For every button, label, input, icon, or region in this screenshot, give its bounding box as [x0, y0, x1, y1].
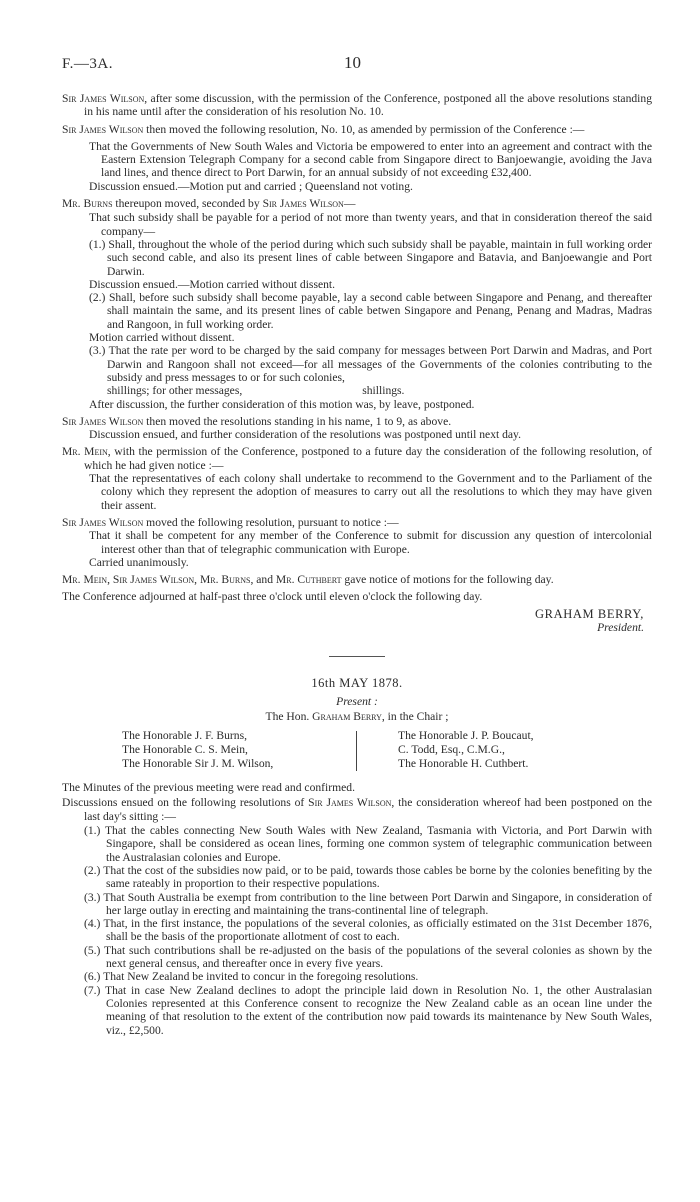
speaker-name: Mr. Mein	[62, 445, 108, 459]
motion-result: Carried unanimously.	[89, 555, 189, 569]
present-heading: Present :	[336, 694, 378, 708]
resolution-item: (4.) That, in the first instance, the populations of the several colonies, as officially estimated on the 31st December 1876, shall be the basis of the proportionate allotment of cost to each.	[84, 917, 652, 944]
page-number: 10	[344, 53, 361, 72]
signature-block	[62, 608, 644, 635]
paragraph-text: , with the permission of the Conference, postponed to a future day the consideration of the following resolution, of which he had given notice :—	[84, 445, 652, 472]
resolution-item: (1.) That the cables connecting New South Wales with New Zealand, Tasmania with Victoria, and Port Darwin with Singapore, shall be considered as ocean lines, forming one common system of telegraphic communication between the Australasian colonies and Europe.	[84, 824, 652, 864]
member-name: Mr. Cuthbert	[275, 573, 342, 587]
paper-reference: F.—3A.	[62, 56, 113, 72]
paragraph-text: then moved the following resolution, No. 10, as amended by permission of the Conference :—	[143, 122, 585, 136]
member-entry: The Honorable J. P. Boucaut,	[398, 729, 534, 743]
resolution-text: That it shall be competent for any member of the Conference to submit for discussion any question of intercolonial interest other than that of telegraphic communication with Europe.	[89, 529, 652, 556]
paragraph-text: , the consideration whereof had been postponed on the last day's sitting :—	[84, 796, 653, 823]
clause-3-result: After discussion, the further consideration of this motion was, by leave, postponed.	[89, 397, 475, 411]
paragraph-resolution-10	[62, 123, 652, 136]
member-name: Sir James Wilson	[112, 573, 195, 587]
paragraph-wilson-notice	[62, 516, 652, 529]
motion-result: Discussion ensued, and further consideration of the resolutions was postponed until next day.	[89, 428, 521, 442]
resolution-item: (7.) That in case New Zealand declines to adopt the principle laid down in Resolution No. 1, the other Australasian Colonies represented at this Conference consent to recognize the New Zealand cable as an ocean line under the meaning of that resolution to the extent of the contribution now paid towards its maintenance by New South Wales, viz., £2,500.	[84, 983, 652, 1037]
paragraph-text: moved the following resolution, pursuant to notice :—	[143, 515, 399, 529]
paragraph-text: , after some discussion, with the permission of the Conference, postponed all the above resolutions standing in his name until after the consideration of his resolution No. 10.	[84, 92, 652, 119]
chair-line	[62, 710, 652, 723]
minutes-body	[62, 92, 652, 1037]
seconder-name: Sir James Wilson	[262, 197, 344, 211]
resolution-item: (5.) That such contributions shall be re-adjusted on the basis of the populations of the several colonies as shown by the next general census, and thereafter once in every five years.	[84, 943, 652, 971]
chair-text: , in the Chair ;	[381, 709, 449, 723]
clause-3-rates	[107, 384, 652, 397]
member-entry: The Honorable J. F. Burns,	[122, 729, 247, 743]
speaker-name: Sir James Wilson	[62, 122, 144, 136]
subsidy-motion: That such subsidy shall be payable for a period of not more than twenty years, and that in consideration thereof the said company—	[89, 211, 652, 238]
paragraph-mein-postpones	[62, 445, 652, 472]
paragraph-text: —	[343, 197, 356, 211]
resolution-text	[89, 140, 652, 180]
signature-name: GRAHAM BERRY,	[535, 606, 644, 621]
paragraph-minutes-confirmed: The Minutes of the previous meeting were read and confirmed.	[62, 781, 355, 795]
members-left-column	[122, 729, 273, 771]
signature-title: President.	[597, 620, 644, 634]
chair-text: The Hon.	[265, 709, 313, 723]
clause-1: (1.) Shall, throughout the whole of the period during which such subsidy shall be payable, maintain in full working order such second cable, and also its present lines of cable between Singapore and Batavia, and Banjoewangie and Port Darwin.	[89, 237, 652, 278]
chair-name: Graham Berry	[312, 709, 382, 723]
paragraph-text: then moved the resolutions standing in his name, 1 to 9, as above.	[143, 414, 452, 428]
paragraph-text: gave notice of motions for the following day.	[341, 573, 554, 587]
page-header	[62, 53, 652, 78]
member-name: Mr. Burns	[199, 573, 251, 587]
section-divider	[329, 656, 385, 657]
members-right-column	[398, 729, 534, 771]
member-entry: The Honorable H. Cuthbert.	[398, 757, 529, 771]
member-name: Mr. Mein	[62, 573, 108, 587]
clause-3: (3.) That the rate per word to be charged by the said company for messages between Port Darwin and Madras, and Port Darwin and Rangoon shall not exceed—for all messages of the Governments of the colonies contributing to the subsidy and press messages to or for such colonies,	[89, 344, 652, 384]
paragraph-text: Discussions ensued on the following resolutions of	[62, 796, 309, 810]
paragraph-text: thereupon moved, seconded by	[112, 197, 263, 211]
motion-result: Discussion ensued.—Motion put and carried ; Queensland not voting.	[89, 179, 413, 193]
speaker-name: Sir James Wilson	[62, 92, 145, 105]
resolution-item: (2.) That the cost of the subsidies now paid, or to be paid, towards those cables be borne by the colonies benefiting by the same rateably in proportion to their respective populations.	[84, 863, 652, 891]
member-entry: The Honorable Sir J. M. Wilson,	[122, 757, 274, 771]
speaker-name: Sir James Wilson	[62, 515, 144, 529]
members-present	[62, 729, 652, 775]
clause-2: (2.) Shall, before such subsidy shall become payable, lay a second cable between Singapore and Penang, and thereafter shall maintain the same, and its present lines of cable betwen Singapore and Penang, Penang and Madras, Madras and Rangoon, in full working order.	[89, 291, 652, 331]
paragraph-adjournment: The Conference adjourned at half-past three o'clock until eleven o'clock the following day.	[62, 590, 483, 604]
clause-2-result: Motion carried without dissent.	[89, 331, 235, 345]
speaker-name: Mr. Burns	[62, 197, 113, 211]
paragraph-wilson-resolutions	[62, 415, 652, 428]
member-entry: The Honorable C. S. Mein,	[122, 743, 248, 757]
resolution-item: (3.) That South Australia be exempt from contribution to the line between Port Darwin and Singapore, in consideration of her large outlay in erecting and maintaining the trans-continental line of telegraph.	[84, 890, 652, 917]
speaker-name: Sir James Wilson	[308, 796, 392, 810]
column-separator	[356, 731, 357, 771]
resolution-10-body: That the Governments of New South Wales and Victoria be empowered to enter into an agreement and contract with the Eastern Extension Telegraph Company for a second cable from Singapore direct to Banjoewangie, avoiding the Java land lines, and thence direct to Port Darwin, for an annual subsidy of not exceeding £32,400.	[89, 139, 652, 180]
paragraph-notices: Mr. Mein, Sir James Wilson, Mr. Burns, and Mr. Cuthbert gave notice of motions for the following day.	[62, 573, 554, 587]
rate-text: shillings; for other messages,	[107, 384, 243, 398]
paragraph-discussions	[62, 796, 652, 823]
rate-text: shillings.	[362, 384, 405, 398]
meeting-date: 16th MAY 1878.	[311, 676, 403, 691]
speaker-name: Sir James Wilson	[62, 414, 144, 428]
paragraph-burns-motion	[62, 197, 652, 210]
member-entry: C. Todd, Esq., C.M.G.,	[398, 743, 505, 757]
clause-1-result: Discussion ensued.—Motion carried without dissent.	[89, 277, 336, 291]
resolution-text: That the representatives of each colony shall undertake to recommend to the Government and to the Parliament of the colony which they represent the adoption of measures to carry out all the resolutions to which they may have given their assent.	[89, 472, 652, 512]
resolution-item: (6.) That New Zealand be invited to concur in the foregoing resolutions.	[84, 970, 419, 984]
paragraph-wilson-postpones	[62, 92, 652, 119]
